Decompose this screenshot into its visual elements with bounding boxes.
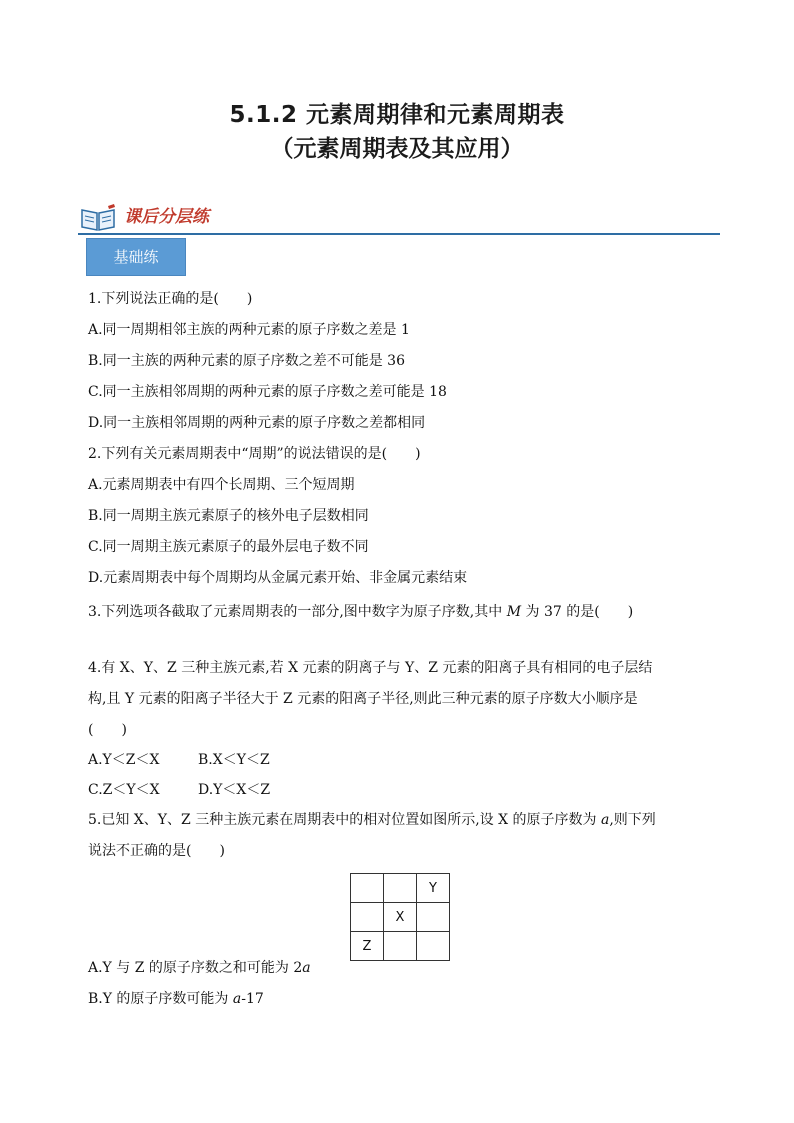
q5-stem-line1: 5.已知 X、Y、Z 三种主族元素在周期表中的相对位置如图所示,设 X 的原子序数为 a,则下列 (88, 812, 656, 828)
q5-stem-line2: 说法不正确的是( ) (88, 843, 225, 859)
grid-cell (417, 932, 450, 961)
q1-option-a[interactable]: A.同一周期相邻主族的两种元素的原子序数之差是 1 (88, 322, 410, 338)
q2-option-a[interactable]: A.元素周期表中有四个长周期、三个短周期 (88, 477, 355, 493)
tab-basic-practice[interactable]: 基础练 (86, 238, 186, 276)
grid-cell-y: Y (417, 874, 450, 903)
page-subtitle: （元素周期表及其应用） (270, 136, 524, 162)
q4-option-b[interactable]: B.X＜Y＜Z (198, 752, 270, 768)
q1-option-b[interactable]: B.同一主族的两种元素的原子序数之差不可能是 36 (88, 353, 406, 369)
section-header (78, 200, 720, 236)
q4-stem-line3: ( ) (88, 722, 127, 738)
grid-cell (384, 932, 417, 961)
q4-option-d[interactable]: D.Y＜X＜Z (198, 782, 271, 798)
q1-stem: 1.下列说法正确的是( ) (88, 291, 253, 307)
q4-option-c[interactable]: C.Z＜Y＜X (88, 782, 160, 798)
q2-option-c[interactable]: C.同一周期主族元素原子的最外层电子数不同 (88, 539, 369, 555)
grid-cell (417, 903, 450, 932)
q4-stem-line2: 构,且 Y 元素的阳离子半径大于 Z 元素的阳离子半径,则此三种元素的原子序数大小顺序是 (88, 691, 638, 707)
q1-option-c[interactable]: C.同一主族相邻周期的两种元素的原子序数之差可能是 18 (88, 384, 447, 400)
q4-options-row1 (88, 749, 270, 769)
q4-stem-line1: 4.有 X、Y、Z 三种主族元素,若 X 元素的阴离子与 Y、Z 元素的阳离子具有相同的电子层结 (88, 660, 653, 676)
grid-cell (351, 903, 384, 932)
q4-option-a[interactable]: A.Y＜Z＜X (88, 752, 160, 768)
grid-cell-x: X (384, 903, 417, 932)
q3-stem: 3.下列选项各截取了元素周期表的一部分,图中数字为原子序数,其中 M 为 37 的是( ) (88, 604, 634, 620)
grid-cell-z: Z (351, 932, 384, 961)
section-label: 课后分层练 (124, 207, 209, 227)
grid-cell (351, 874, 384, 903)
periodic-table-fragment (350, 873, 450, 961)
q4-options-row2 (88, 779, 270, 799)
header-divider (78, 233, 720, 235)
q2-option-b[interactable]: B.同一周期主族元素原子的核外电子层数相同 (88, 508, 369, 524)
grid-cell (384, 874, 417, 903)
page-title: 5.1.2 元素周期律和元素周期表 (229, 102, 565, 128)
q5-option-b[interactable]: B.Y 的原子序数可能为 a-17 (88, 991, 264, 1007)
book-icon (78, 204, 118, 232)
q1-option-d[interactable]: D.同一主族相邻周期的两种元素的原子序数之差都相同 (88, 415, 426, 431)
q2-option-d[interactable]: D.元素周期表中每个周期均从金属元素开始、非金属元素结束 (88, 570, 468, 586)
q5-option-a[interactable]: A.Y 与 Z 的原子序数之和可能为 2a (88, 960, 311, 976)
q2-stem: 2.下列有关元素周期表中“周期”的说法错误的是( ) (88, 446, 421, 462)
